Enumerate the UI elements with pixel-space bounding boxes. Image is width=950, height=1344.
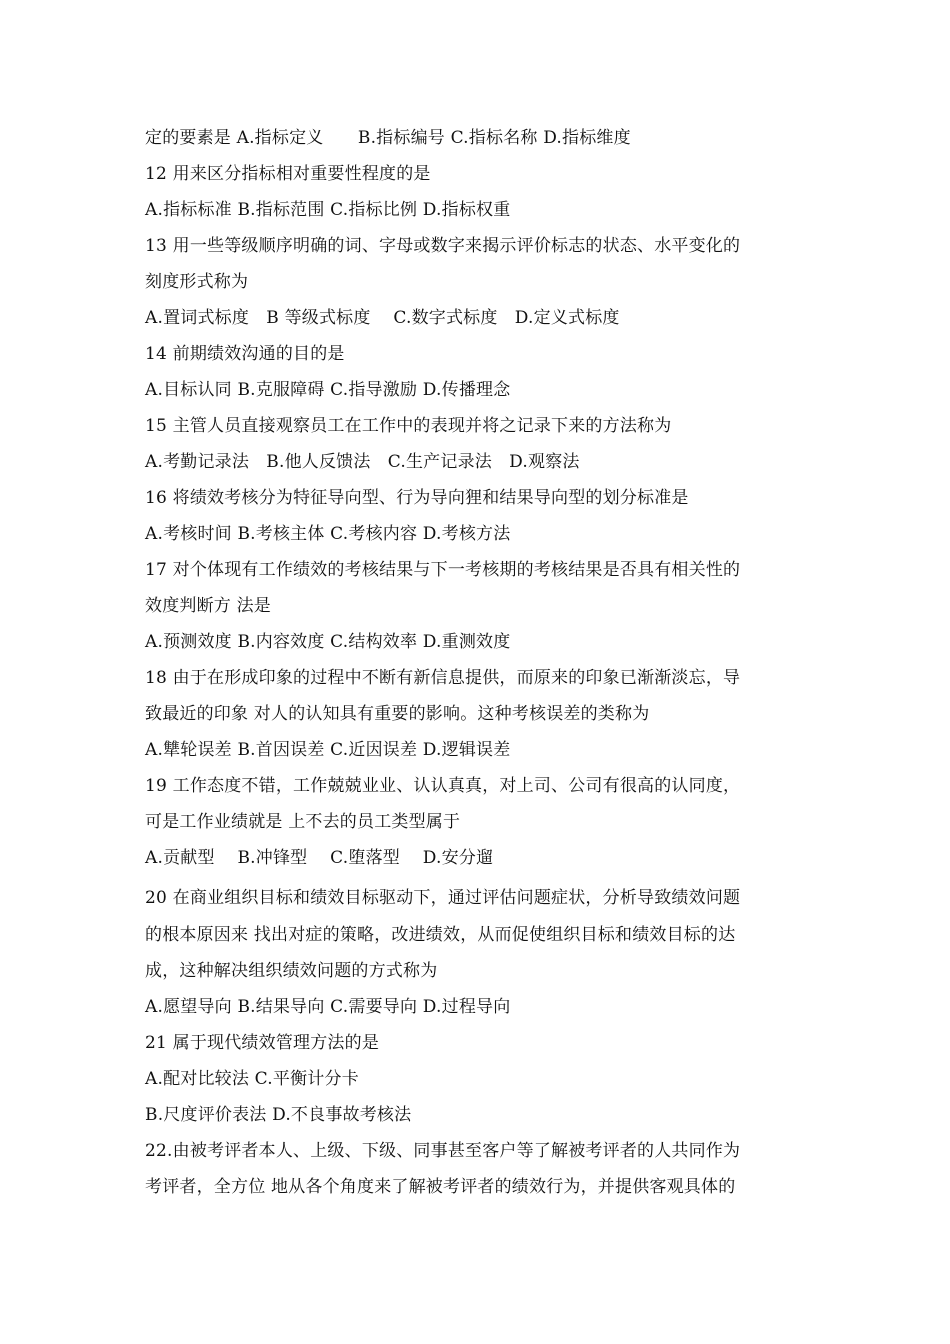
text-line: A.犨轮误差 B.首因误差 C.近因误差 D.逻辑误差 [145,740,511,760]
text-line: 20 在商业组织目标和绩效目标驱动下，通过评估问题症状，分析导致绩效问题 [145,888,741,908]
text-line: 可是工作业绩就是 上不去的员工类型属于 [145,812,461,832]
text-line: 12 用来区分指标相对重要性程度的是 [145,164,431,184]
text-line: 22.由被考评者本人、上级、下级、同事甚至客户等了解被考评者的人共同作为 [145,1141,741,1161]
text-line: A.目标认同 B.克服障碍 C.指导激励 D.传播理念 [145,380,511,400]
text-line: A.贡献型 B.冲锋型 C.堕落型 D.安分遛 [145,848,494,868]
text-line: 的根本原因来 找出对症的策略，改进绩效，从而促使组织目标和绩效目标的达 [145,925,736,945]
text-line: A.置词式标度 B 等级式标度 C.数字式标度 D.定义式标度 [145,308,620,328]
text-line: A.考勤记录法 B.他人反馈法 C.生产记录法 D.观察法 [145,452,580,472]
text-line: 定的要素是 A.指标定义 B.指标编号 C.指标名称 D.指标维度 [145,128,631,148]
text-line: 15 主管人员直接观察员工在工作中的表现并将之记录下来的方法称为 [145,416,672,436]
text-line: 成，这种解决组织绩效问题的方式称为 [145,961,438,981]
text-line: A.配对比较法 C.平衡计分卡 [145,1069,359,1089]
text-line: 刻度形式称为 [145,272,249,292]
text-line: A.考核时间 B.考核主体 C.考核内容 D.考核方法 [145,524,511,544]
text-line: A.指标标准 B.指标范围 C.指标比例 D.指标权重 [145,200,511,220]
text-line: 考评者，全方位 地从各个角度来了解被考评者的绩效行为，并提供客观具体的 [145,1177,736,1197]
text-line: 14 前期绩效沟通的目的是 [145,344,345,364]
text-line: A.预测效度 B.内容效度 C.结构效率 D.重测效度 [145,632,511,652]
text-line: A.愿望导向 B.结果导向 C.需要导向 D.过程导向 [145,997,511,1017]
text-line: 效度判断方 法是 [145,596,272,616]
text-line: 21 属于现代绩效管理方法的是 [145,1033,380,1053]
text-line: 19 工作态度不错，工作兢兢业业、认认真真，对上司、公司有很高的认同度， [145,776,741,796]
text-line: B.尺度评价表法 D.不良事故考核法 [145,1105,412,1125]
text-line: 16 将绩效考核分为特征导向型、行为导向狸和结果导向型的划分标准是 [145,488,689,508]
text-line: 13 用一些等级顺序明确的词、字母或数字来揭示评价标志的状态、水平变化的 [145,236,741,256]
text-line: 17 对个体现有工作绩效的考核结果与下一考核期的考核结果是否具有相关性的 [145,560,741,580]
text-line: 18 由于在形成印象的过程中不断有新信息提供，而原来的印象已渐渐淡忘，导 [145,668,741,688]
text-line: 致最近的印象 对人的认知具有重要的影响。这种考核误差的类称为 [145,704,650,724]
